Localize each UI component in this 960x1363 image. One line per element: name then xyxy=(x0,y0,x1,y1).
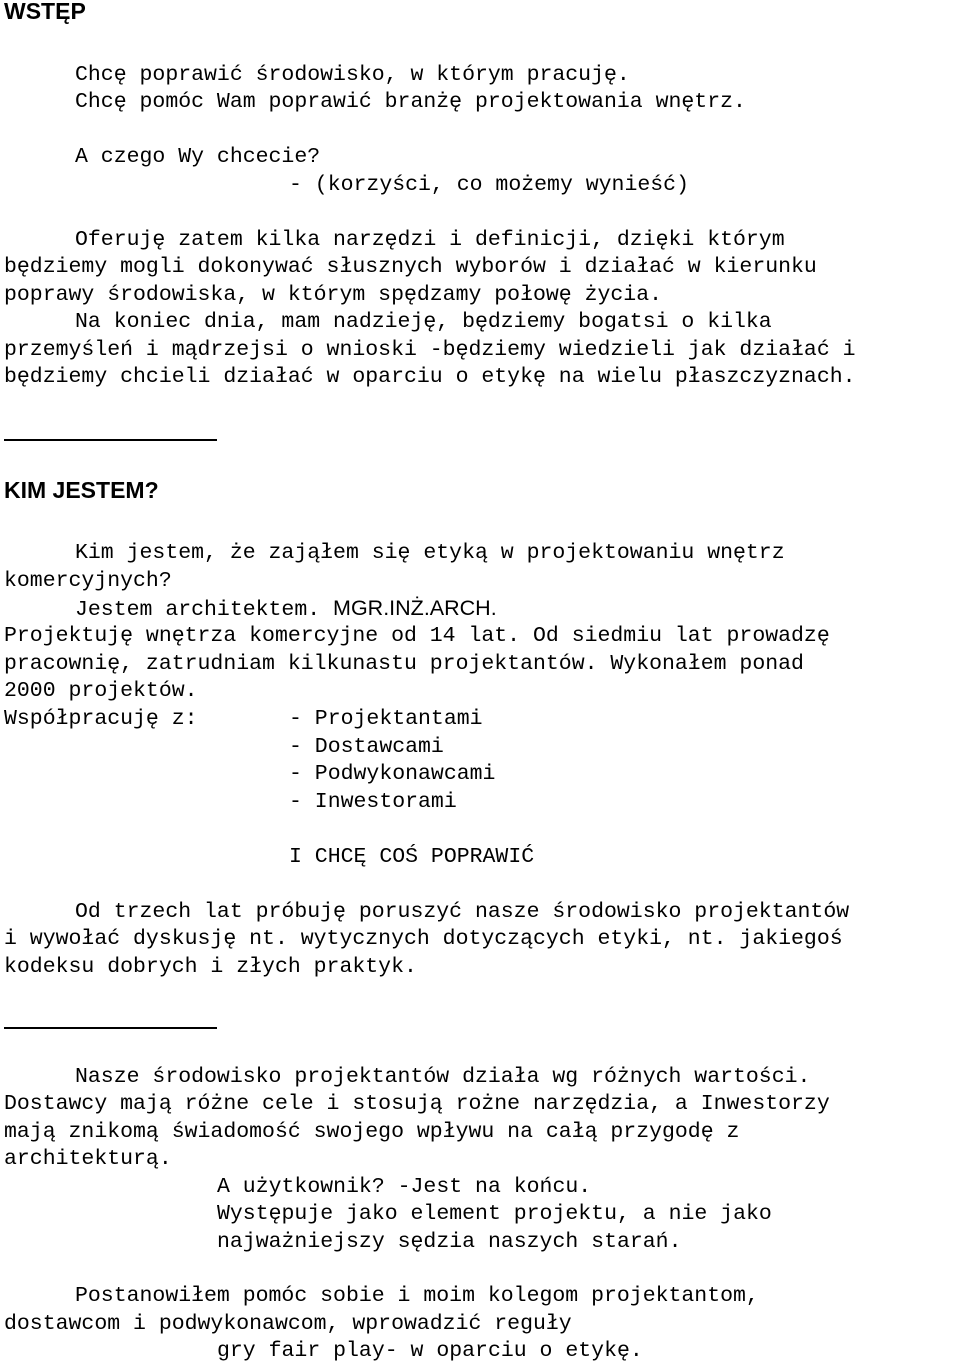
section-heading-wstep: WSTĘP xyxy=(4,0,86,24)
text-line: najważniejszy sędzia naszych starań. xyxy=(217,1230,682,1254)
text-line: mają znikomą świadomość swojego wpływu na całą przygodę z xyxy=(4,1120,740,1144)
slogan: I CHCĘ COŚ POPRAWIĆ xyxy=(289,845,535,869)
text-line: architekturą. xyxy=(4,1147,172,1171)
text-line: 2000 projektów. xyxy=(4,679,198,703)
text-line: pracownię, zatrudniam kilkunastu projektantów. Wykonałem ponad xyxy=(4,652,804,676)
text-line: komercyjnych? xyxy=(4,569,172,593)
section-heading-kim-jestem: KIM JESTEM? xyxy=(4,477,159,503)
text-line: Dostawcy mają różne cele i stosują rożne narzędzia, a Inwestorzy xyxy=(4,1092,830,1116)
text-line: będziemy chcieli działać w oparciu o etykę na wielu płaszczyznach. xyxy=(4,365,856,389)
text-line: Kim jestem, że zająłem się etyką w projektowaniu wnętrz xyxy=(75,541,785,565)
cooperate-item: - Projektantami xyxy=(289,707,483,731)
text-line: Chcę poprawić środowisko, w którym pracuję. xyxy=(75,63,630,87)
text-line: A użytkownik? -Jest na końcu. xyxy=(217,1175,592,1199)
text-line: Projektuję wnętrza komercyjne od 14 lat. Od siedmiu lat prowadzę xyxy=(4,624,830,648)
cooperate-item: - Dostawcami xyxy=(289,735,444,759)
cooperate-item: - Inwestorami xyxy=(289,790,457,814)
text-fragment: będziemy wiedzieli jak działać i xyxy=(442,338,856,362)
text-line: Od trzech lat próbuję poruszyć nasze środowisko projektantów xyxy=(75,900,850,924)
text-line: kodeksu dobrych i złych praktyk. xyxy=(4,955,417,979)
degree-title: MGR.INŻ.ARCH. xyxy=(333,596,497,620)
text-line: poprawy środowiska, w którym spędzamy połowę życia. xyxy=(4,283,663,307)
text-line: gry fair play- w oparciu o etykę. xyxy=(217,1339,643,1363)
text-line: Na koniec dnia, mam nadzieję, będziemy bogatsi o kilka xyxy=(75,310,772,334)
text-line xyxy=(75,598,497,622)
text-line: Chcę pomóc Wam poprawić branżę projektowania wnętrz. xyxy=(75,90,746,114)
section-divider xyxy=(4,1027,217,1029)
text-line: i wywołać dyskusję nt. wytycznych dotyczących etyki, nt. jakiegoś xyxy=(4,927,843,951)
section-divider xyxy=(4,439,217,441)
text-line: Postanowiłem pomóc sobie i moim kolegom projektantom, xyxy=(75,1284,759,1308)
text-line: - (korzyści, co możemy wynieść) xyxy=(289,173,689,197)
text-line xyxy=(4,340,856,362)
text-line: A czego Wy chcecie? xyxy=(75,145,321,169)
text-line: Oferuję zatem kilka narzędzi i definicji, dzięki którym xyxy=(75,228,785,252)
text-line: dostawcom i podwykonawcom, wprowadzić reguły xyxy=(4,1312,572,1336)
cooperate-item: - Podwykonawcami xyxy=(289,762,496,786)
text-fragment: przemyśleń i mądrzejsi o wnioski - xyxy=(4,338,443,362)
text-line: będziemy mogli dokonywać słusznych wyborów i działać w kierunku xyxy=(4,255,817,279)
text-line: Występuje jako element projektu, a nie jako xyxy=(217,1202,772,1226)
text-fragment: Jestem architektem. xyxy=(75,598,334,622)
cooperate-label: Współpracuję z: xyxy=(4,707,198,731)
text-line: Nasze środowisko projektantów działa wg różnych wartości. xyxy=(75,1065,811,1089)
